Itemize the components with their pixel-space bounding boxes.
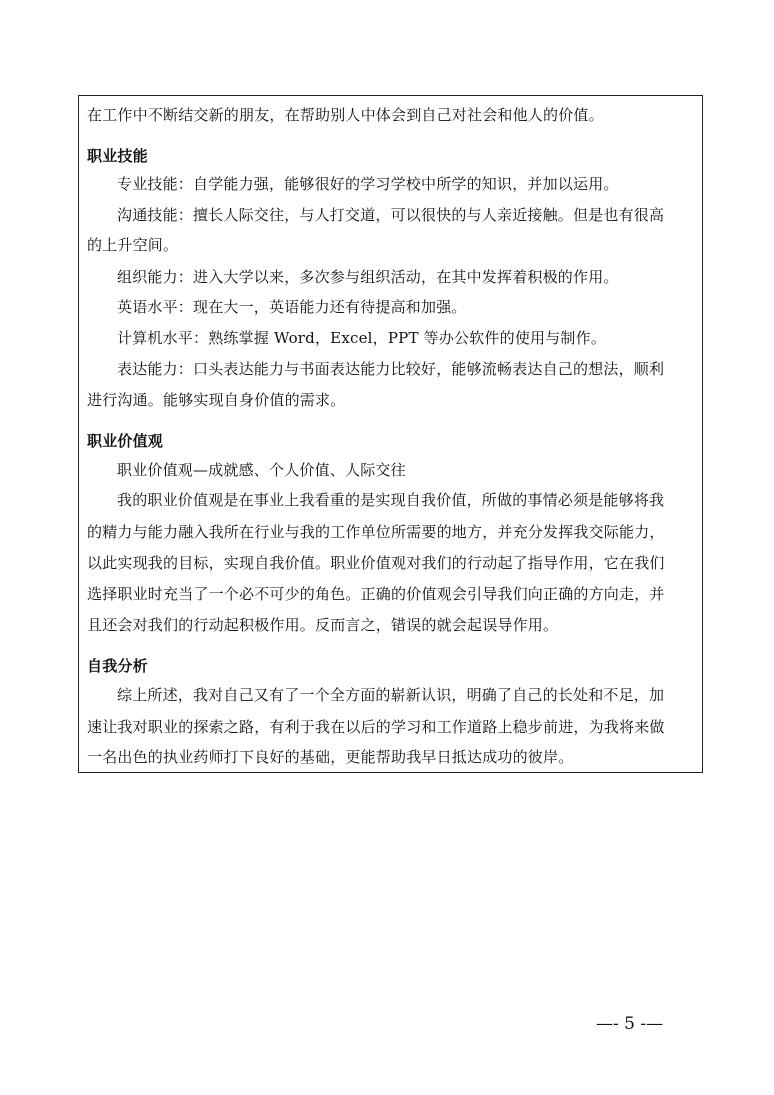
paragraph-line: 一名出色的执业药师打下良好的基础，更能帮助我早日抵达成功的彼岸。 bbox=[87, 748, 574, 766]
paragraph-line: 英语水平：现在大一，英语能力还有待提高和加强。 bbox=[117, 298, 467, 316]
paragraph-line: 选择职业时充当了一个必不可少的角色。正确的价值观会引导我们向正确的方向走，并 bbox=[87, 585, 665, 603]
section-heading-skills: 职业技能 bbox=[87, 147, 148, 165]
paragraph-line: 且还会对我们的行动起积极作用。反而言之，错误的就会起误导作用。 bbox=[87, 616, 559, 634]
paragraph-line: 表达能力：口头表达能力与书面表达能力比较好，能够流畅表达自己的想法，顺利 bbox=[117, 360, 665, 378]
paragraph-line: 组织能力：进入大学以来，多次参与组织活动，在其中发挥着积极的作用。 bbox=[117, 268, 619, 286]
page-number: —- 5 -— bbox=[596, 1014, 664, 1034]
paragraph-line: 沟通技能：擅长人际交往，与人打交道，可以很快的与人亲近接触。但是也有很高 bbox=[117, 206, 665, 224]
paragraph-line: 速让我对职业的探索之路，有利于我在以后的学习和工作道路上稳步前进，为我将来做 bbox=[87, 718, 665, 736]
paragraph-line: 综上所述，我对自己又有了一个全方面的崭新认识，明确了自己的长处和不足，加 bbox=[117, 686, 665, 704]
content-box bbox=[78, 95, 703, 773]
paragraph-line: 我的职业价值观是在事业上我看重的是实现自我价值，所做的事情必须是能够将我 bbox=[117, 491, 665, 509]
paragraph-line: 进行沟通。能够实现自身价值的需求。 bbox=[87, 391, 346, 409]
paragraph-line: 计算机水平：熟练掌握 Word，Excel，PPT 等办公软件的使用与制作。 bbox=[117, 329, 607, 347]
section-heading-analysis: 自我分析 bbox=[87, 657, 148, 675]
paragraph-line: 以此实现我的目标，实现自我价值。职业价值观对我们的行动起了指导作用，它在我们 bbox=[87, 554, 665, 572]
paragraph-line: 在工作中不断结交新的朋友，在帮助别人中体会到自己对社会和他人的价值。 bbox=[87, 106, 604, 124]
section-heading-values: 职业价值观 bbox=[87, 432, 164, 450]
paragraph-line: 专业技能：自学能力强，能够很好的学习学校中所学的知识，并加以运用。 bbox=[117, 175, 619, 193]
paragraph-line: 的上升空间。 bbox=[87, 236, 179, 254]
paragraph-line: 职业价值观—成就感、个人价值、人际交往 bbox=[117, 461, 406, 479]
paragraph-line: 的精力与能力融入我所在行业与我的工作单位所需要的地方，并充分发挥我交际能力， bbox=[87, 523, 665, 541]
